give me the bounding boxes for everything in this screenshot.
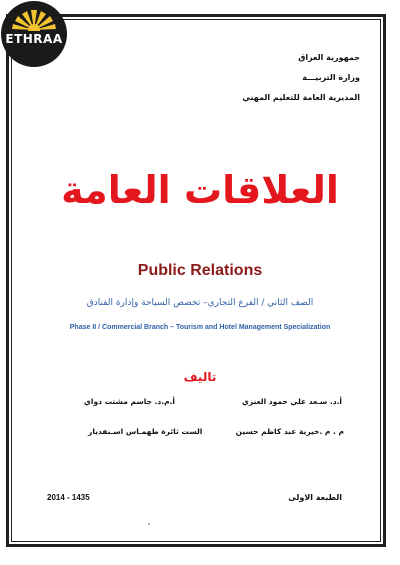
subtitle-english: Phase II / Commercial Branch – Tourism and Hotel Management Specialization	[69, 324, 331, 331]
author-3: م . م .خيرية عبد كاظم حسين	[235, 427, 344, 436]
ethraa-logo	[0, 0, 68, 68]
author-4: الست ثائرة طهمـاس اسـنفديار	[88, 427, 203, 436]
edition-label: الطبعة الاولى	[288, 493, 342, 502]
ministry-header	[242, 51, 360, 111]
authors-heading: تاليف	[183, 370, 217, 384]
author-2: أ.م.د. جاسم مشتت دواي	[84, 397, 176, 406]
logo-text: ETHRAA	[5, 32, 63, 46]
stray-dot	[148, 523, 150, 525]
header-ministry: وزارة التربيـــة	[302, 73, 360, 82]
publication-year: 2014 - 1435	[47, 493, 90, 502]
header-country: جمهورية العراق	[298, 53, 360, 62]
title-english: Public Relations	[137, 262, 263, 279]
subtitle-arabic: الصف الثاني / الفرع التجاري– تخصص السياحة وإدارة الفنادق	[86, 298, 314, 308]
author-1: أ.د. سـعد علي حمود العنزي	[241, 397, 342, 406]
header-directorate: المديرية العامة للتعليم المهني	[242, 93, 360, 102]
title-arabic: العلاقات العامة	[61, 168, 339, 212]
